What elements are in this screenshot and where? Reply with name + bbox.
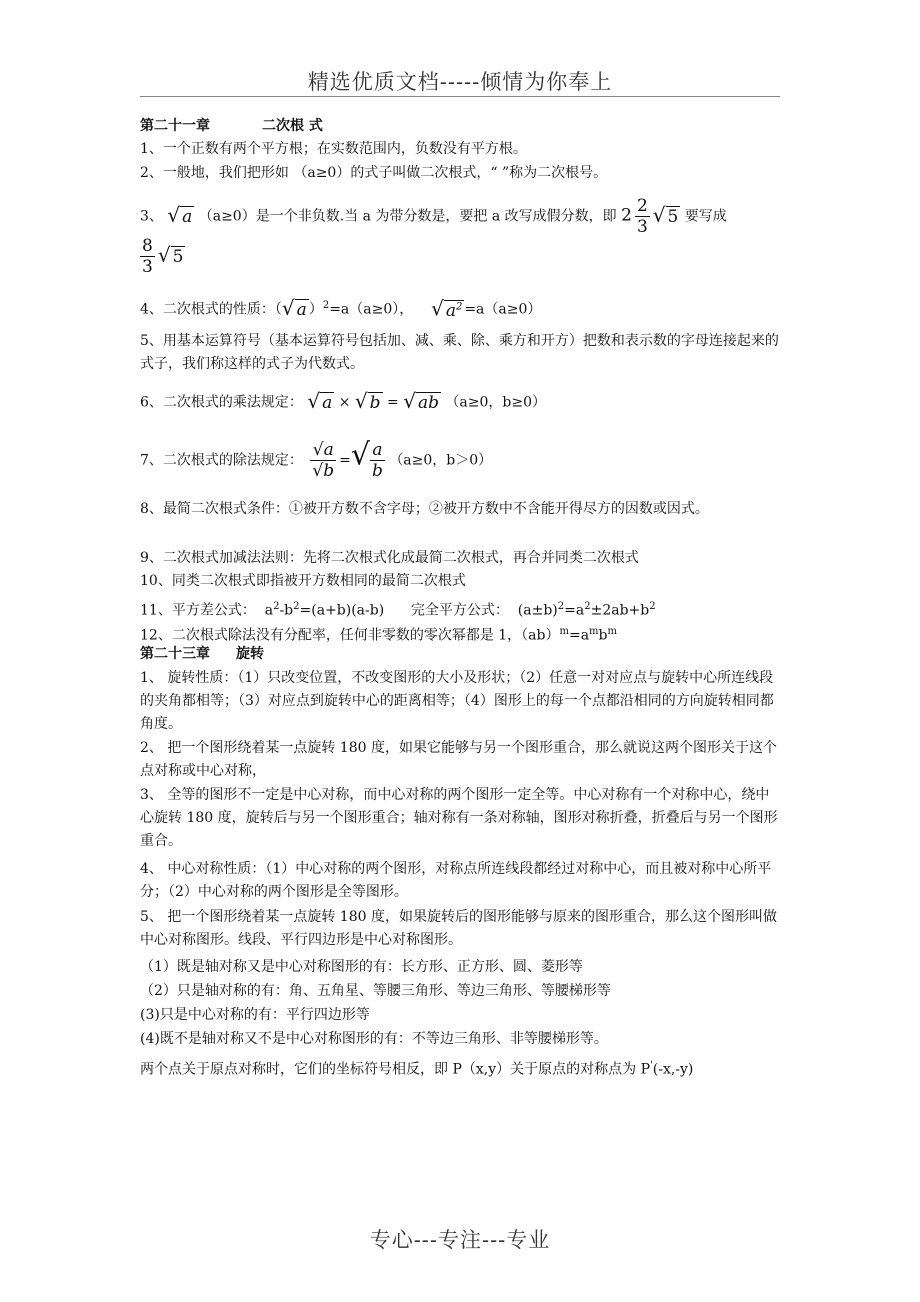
item-6-text: 6、二次根式的乘法规定： [140, 394, 303, 411]
fraction-2-3: $\frac{2}{3}$ [636, 196, 648, 237]
page-header: 精选优质文档-----倾情为你奉上 [307, 70, 613, 94]
item-4-paren: ） [308, 301, 323, 318]
chapter-21-title: 第二十一章 [140, 118, 210, 134]
item-3: 3、 √ a （a≥0）是一个非负数.当 a 为带分数是，要把 a 改写成假分数，即 2 $\frac{2}{3}$ √ 5 要写成 [140, 196, 727, 237]
chapter-21-subtitle: 二次根 式 [262, 118, 323, 134]
rotation-5: 5、 把一个图形绕着某一点旋转 180 度，如果旋转后的图形能够与原来的图形重合，那么这个图形叫做中心对称图形。线段、平行四边形是中心对称图形。 [140, 909, 777, 948]
symmetry-4: (4)既不是轴对称又不是中心对称图形的有：不等边三角形、非等腰梯形等。 [140, 1031, 608, 1047]
sqrt-a-2: √ a [281, 296, 307, 321]
item-3-number: 3、 [140, 208, 163, 225]
item-12: 12、二次根式除法没有分配率，任何非零数的零次幂都是 1，$(ab)^m=a^mb^m$ [140, 626, 617, 644]
item-1: 1、一个正数有两个平方根；在实数范围内，负数没有平方根。 [140, 141, 527, 157]
symmetry-1: （1）既是轴对称又是中心对称图形的有：长方形、正方形、圆、菱形等 [140, 959, 583, 975]
item-11-text: 11、平方差公式： [140, 602, 256, 619]
chapter-21-heading [140, 116, 780, 136]
item-6: 6、二次根式的乘法规定： √ a × √ b = √ ab （a≥0，b≥0） [140, 389, 547, 413]
item-11-text2: 完全平方公式： [410, 602, 509, 619]
item-2: 2、一般地，我们把形如 （a≥0）的式子叫做二次根式，“ ”称为二次根号。 [140, 165, 608, 181]
sqrt-a-squared: √ $a^2$ [431, 296, 463, 321]
origin-symmetry: 两个点关于原点对称时，它们的坐标符号相反，即 P（x,y）关于原点的对称点为 P'(-x,-y) [140, 1060, 694, 1078]
improper-fraction [140, 236, 780, 277]
sqrt-b: √ b [354, 389, 381, 413]
chapter-23-title: 第二十三章 [140, 646, 210, 662]
item-4-text: 4、二次根式的性质：（ [140, 301, 282, 318]
page-footer: 专心---专注---专业 [369, 1228, 551, 1252]
item-7: 7、二次根式的除法规定： $\frac{√a}{√b}$ =√ $\frac{a}{b}$ （a≥0，b＞0） [140, 437, 493, 481]
sqrt-5-b: √ 5 [157, 243, 184, 267]
item-4: 4、二次根式的性质：（√ a ）$^2$=a（a≥0）， √ $a^2 =a(a\ge 0)$ [140, 296, 542, 321]
item-3-tail: 要写成 [684, 208, 727, 225]
item-4-rule2: =a（a≥0） [464, 301, 542, 318]
sqrt-ab: √ ab [403, 389, 439, 413]
sqrt-a: √ a [167, 203, 193, 227]
item-4-rule1: =a（a≥0）， [329, 301, 414, 318]
item-9: 9、二次根式加减法法则：先将二次根式化成最简二次根式，再合并同类二次根式 [140, 550, 639, 566]
item-6-condition: （a≥0，b≥0） [445, 394, 547, 411]
symmetry-3: (3)只是中心对称的有：平行四边形等 [140, 1007, 370, 1023]
chapter-23-subtitle: 旋转 [236, 646, 264, 662]
sqrt-5: √ 5 [652, 203, 679, 227]
sqrt-a-3: √ a [307, 389, 333, 413]
symmetry-2: （2）只是轴对称的有：角、五角星、等腰三角形、等边三角形、等腰梯形等 [140, 983, 611, 999]
item-12-text: 12、二次根式除法没有分配率，任何非零数的零次幂都是 1，（ab） [140, 627, 560, 644]
rotation-1: 1、 旋转性质：（1）只改变位置，不改变图形的大小及形状；（2）任意一对对应点与旋转中心所连线段的夹角都相等；（3）对应点到旋转中心的距离相等；（4）图形上的每一个点都沿相同的方向旋转相同都角度。 [140, 670, 774, 732]
item-7-condition: （a≥0，b＞0） [389, 452, 493, 469]
frac-sqrt-a-over-sqrt-b: $\frac{√a}{√b}$ [312, 440, 335, 481]
rotation-3: 3、 全等的图形不一定是中心对称，而中心对称的两个图形一定全等。中心对称有一个对称中心，绕中心旋转 180 度，旋转后与另一个图形重合；轴对称有一条对称轴，图形对称折叠，折叠后与另一个图形重合。 [140, 787, 778, 849]
item-5: 5、用基本运算符号（基本运算符号包括加、减、乘、除、乘方和开方）把数和表示数的字母连接起来的式子，我们称这样的式子为代数式。 [140, 333, 779, 372]
header-rule [140, 96, 780, 97]
item-8: 8、最简二次根式条件：①被开方数不含字母；②被开方数中不含能开得尽方的因数或因式。 [140, 501, 709, 517]
rotation-4: 4、 中心对称性质：（1）中心对称的两个图形，对称点所连线段都经过对称中心，而且被对称中心所平分；（2）中心对称的两个图形是全等图形。 [140, 861, 772, 900]
rotation-2: 2、 把一个图形绕着某一点旋转 180 度，如果它能够与另一个图形重合，那么就说这两个图形关于这个点对称或中心对称， [140, 740, 777, 779]
chapter-23-heading [140, 644, 780, 664]
fraction-8-3: $\frac{8}{3}$ [142, 236, 153, 277]
origin-symmetry-text: 两个点关于原点对称时，它们的坐标符号相反，即 P（x,y）关于原点的对称点为 P [140, 1061, 650, 1078]
item-11: 11、平方差公式： $a^2-b^2=(a+b)(a-b)$ 完全平方公式： $(a\pm b)^2=a^2\pm 2ab+b^2$ [140, 601, 656, 619]
item-3-text: （a≥0）是一个非负数.当 a 为带分数是，要把 a 改写成假分数，即 [198, 208, 617, 225]
item-10: 10、同类二次根式即指被开方数相同的最简二次根式 [140, 573, 466, 589]
sqrt-a-over-b: √ $\frac{a}{b}$ [350, 437, 383, 481]
origin-symmetry-coords: (-x,-y) [652, 1061, 694, 1078]
item-7-text: 7、二次根式的除法规定： [140, 452, 303, 469]
